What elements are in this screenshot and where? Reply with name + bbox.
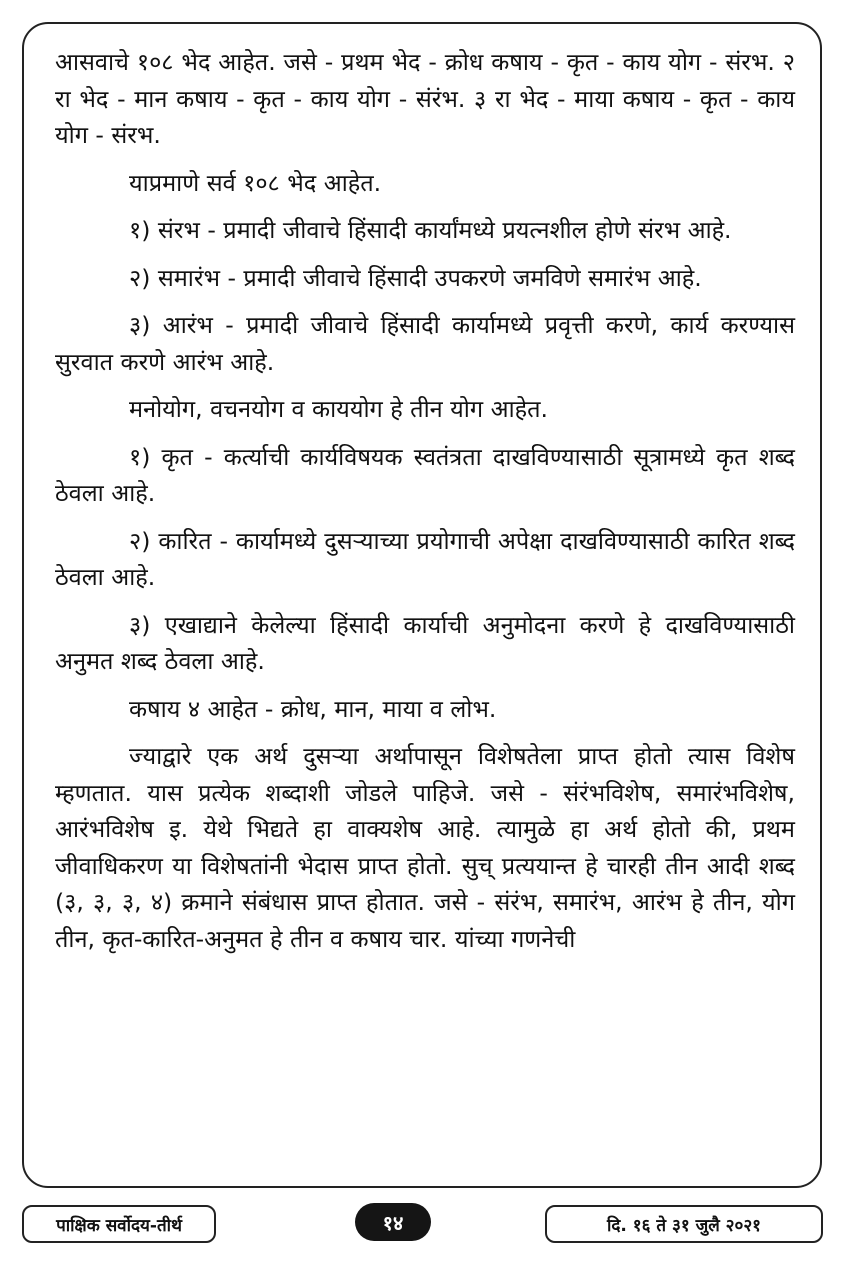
paragraph-10: कषाय ४ आहेत - क्रोध, मान, माया व लोभ.: [129, 694, 497, 723]
issue-date-box: [545, 1205, 823, 1243]
paragraph-7: १) कृत - कर्त्याची कार्यविषयक स्वतंत्रता दाखविण्यासाठी सूत्रामध्ये कृत शब्द ठेवला आहे.: [55, 442, 795, 507]
paragraph-6: मनोयोग, वचनयोग व काययोग हे तीन योग आहेत.: [129, 395, 548, 423]
paragraph-2: याप्रमाणे सर्व १०८ भेद आहेत.: [129, 168, 382, 197]
paragraph-3: १) संरभ - प्रमादी जीवाचे हिंसादी कार्यांमध्ये प्रयत्नशील होणे संरभ आहे.: [129, 216, 732, 244]
issue-date: दि. १६ ते ३१ जुलै २०२१: [606, 1215, 762, 1236]
page-number-badge: [355, 1203, 431, 1241]
paragraph-4: २) समारंभ - प्रमादी जीवाचे हिंसादी उपकरणे जमविणे समारंभ आहे.: [129, 263, 702, 292]
publication-name: पाक्षिक सर्वोदय-तीर्थ: [56, 1215, 182, 1236]
paragraph-8: २) कारित - कार्यामध्ये दुसऱ्याच्या प्रयोगाची अपेक्षा दाखविण्यासाठी कारित शब्द ठेवला आहे.: [55, 526, 795, 591]
paragraph-9: ३) एखाद्याने केलेल्या हिंसादी कार्याची अनुमोदना करणे हे दाखविण्यासाठी अनुमत शब्द ठेवला आहे.: [55, 610, 795, 675]
paragraph-1: आसवाचे १०८ भेद आहेत. जसे - प्रथम भेद - क्रोध कषाय - कृत - काय योग - संरभ. २ रा भेद - मान कषाय - कृत - काय योग - संरंभ. ३ रा भेद - माया कषाय - कृत - काय योग - संरभ.: [55, 48, 795, 149]
paragraph-5: ३) आरंभ - प्रमादी जीवाचे हिंसादी कार्यामध्ये प्रवृत्ती करणे, कार्य करण्यास सुरवात करणे आरंभ आहे.: [55, 311, 795, 376]
page-body: [55, 44, 795, 968]
publication-name-box: [22, 1205, 216, 1243]
paragraph-11: ज्याद्वारे एक अर्थ दुसऱ्या अर्थापासून विशेषतेला प्राप्त होतो त्यास विशेष म्हणतात. यास प्रत्येक शब्दाशी जोडले पाहिजे. जसे - संरंभविशेष, समारंभविशेष, आरंभविशेष इ. येथे भिद्यते हा वाक्यशेष आहे. त्यामुळे हा अर्थ होतो की, प्रथम जीवाधिकरण या विशेषतांनी भेदास प्राप्त होतो. सुच् प्रत्ययान्त हे चारही तीन आदी शब्द (३, ३, ३, ४) क्रमाने संबंधास प्राप्त होतात. जसे - संरंभ, समारंभ, आरंभ हे तीन, योग तीन, कृत-कारित-अनुमत हे तीन व कषाय चार. यांच्या गणनेची: [55, 742, 795, 953]
page-number: १४: [382, 1210, 404, 1235]
